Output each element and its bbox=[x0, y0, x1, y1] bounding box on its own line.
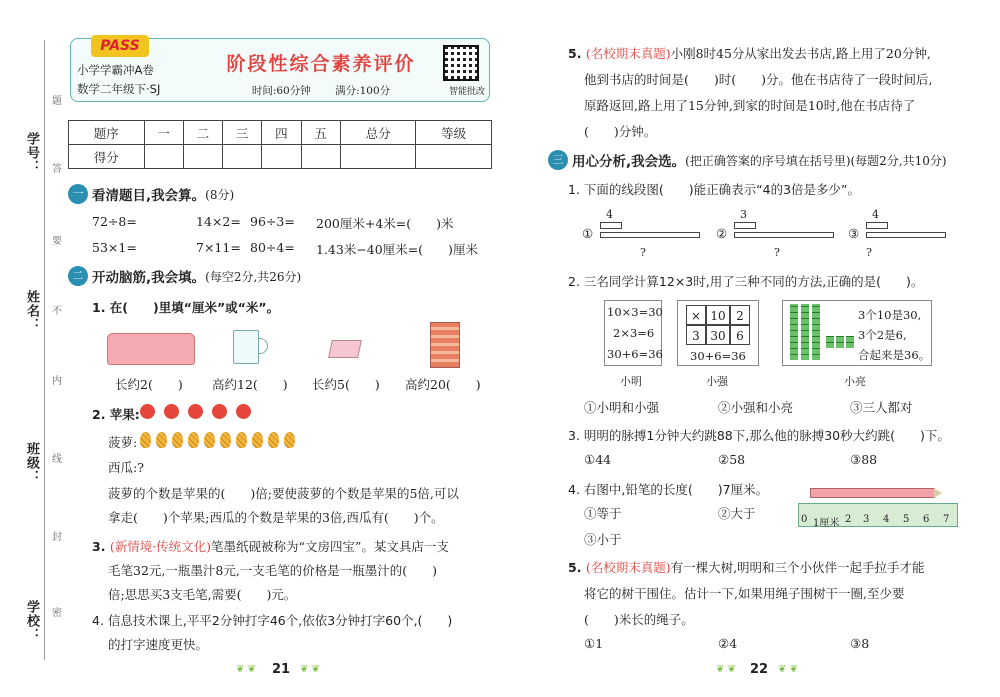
answer-blank[interactable]: 长约2( ) bbox=[115, 377, 183, 392]
calc-line: 30+6=36 bbox=[690, 349, 746, 363]
section-note: (每空2分,共26分) bbox=[205, 269, 302, 284]
segment-label: 4 bbox=[872, 208, 879, 221]
option-label[interactable]: ③ bbox=[848, 226, 860, 241]
unit-cubes-icon bbox=[836, 336, 844, 348]
question-text: 的打字速度更快。 bbox=[108, 637, 209, 652]
section-title: 用心分析,我会选。 bbox=[572, 154, 686, 170]
grid-cell: 10 bbox=[706, 305, 730, 325]
option-label[interactable]: ① bbox=[582, 226, 594, 241]
table-cell: 得分 bbox=[69, 145, 145, 169]
pineapple-label: 菠萝: bbox=[108, 435, 138, 450]
question-mark: ? bbox=[640, 246, 646, 259]
question-text: 2. 苹果: bbox=[92, 407, 140, 422]
subject-name: 数学二年级下·SJ bbox=[77, 82, 161, 96]
paper-title: 阶段性综合素养评价 bbox=[226, 53, 416, 75]
ten-stick-icon bbox=[790, 304, 798, 360]
calc-item: 96÷3= bbox=[250, 214, 295, 229]
pineapple-icon bbox=[140, 432, 151, 448]
seal-char: 题 bbox=[52, 96, 62, 107]
ruler-number: 2 bbox=[845, 514, 852, 525]
question-text: 1. 在( )里填“厘米”或“米”。 bbox=[92, 300, 280, 315]
option-label[interactable]: ② bbox=[716, 226, 728, 241]
question-mark: ? bbox=[866, 246, 872, 259]
seal-char: 线 bbox=[52, 454, 62, 465]
question-text: 4. 信息技术课上,平平2分钟打字46个,依依3分钟打字60个,( ) bbox=[92, 613, 453, 628]
page-number: 22 bbox=[750, 662, 769, 677]
option[interactable]: ②小强和小亮 bbox=[718, 400, 794, 415]
question-5: 5. (名校期末真题)小刚8时45分从家出发去书店,路上用了20分钟, bbox=[568, 46, 931, 61]
calc-item: 1.43米−40厘米=( )厘米 bbox=[316, 242, 478, 257]
section-title: 看清题目,我会算。 bbox=[92, 188, 206, 204]
question-text: 1. 下面的线段图( )能正确表示“4的3倍是多少”。 bbox=[568, 182, 861, 197]
apple-icon bbox=[236, 404, 251, 419]
ten-stick-icon bbox=[801, 304, 809, 360]
student-name: 小亮 bbox=[844, 375, 866, 388]
student-id-label: 学号： bbox=[24, 132, 39, 174]
seal-char: 答 bbox=[52, 164, 62, 175]
answer-blank[interactable]: 长约5( ) bbox=[312, 377, 380, 392]
option[interactable]: ②大于 bbox=[718, 506, 756, 521]
ruler-number: 1厘米 bbox=[813, 518, 840, 529]
segment-label: 3 bbox=[740, 208, 747, 221]
section-number: 三 bbox=[548, 150, 568, 170]
building-image bbox=[430, 322, 460, 368]
section-note: (8分) bbox=[205, 187, 235, 202]
pineapple-icon bbox=[172, 432, 183, 448]
table-cell: 四 bbox=[262, 121, 301, 145]
calc-item: 14×2= bbox=[196, 214, 241, 229]
calc-item: 200厘米+4米=( )米 bbox=[316, 216, 454, 231]
answer-blank[interactable]: 高约12( ) bbox=[212, 377, 288, 392]
option[interactable]: ③8 bbox=[850, 636, 870, 651]
leaf-icon: ❦ ❦ bbox=[236, 664, 256, 675]
leaf-icon: ❦ ❦ bbox=[300, 664, 320, 675]
question-text: 他到书店的时间是( )时( )分。他在书店待了一段时间后, bbox=[584, 72, 933, 87]
watermelon-label: 西瓜:? bbox=[108, 460, 144, 475]
score-table bbox=[68, 120, 492, 169]
pineapple-icon bbox=[188, 432, 199, 448]
time-limit: 时间:60分钟 bbox=[251, 85, 311, 97]
qr-code-icon bbox=[443, 45, 479, 81]
score-input-cell[interactable] bbox=[340, 145, 416, 169]
ruler-image bbox=[798, 503, 958, 527]
segment-bar bbox=[866, 232, 946, 238]
leaf-icon: ❦ ❦ bbox=[716, 664, 736, 675]
school-label: 学校： bbox=[24, 600, 39, 642]
cup-handle bbox=[258, 338, 268, 354]
segment-box bbox=[866, 222, 888, 229]
page-number: 21 bbox=[272, 662, 291, 677]
apple-icon bbox=[212, 404, 227, 419]
class-label: 班级： bbox=[24, 442, 39, 484]
sofa-image bbox=[107, 333, 195, 365]
question-3: 3. (新情境·传统文化)笔墨纸砚被称为“文房四宝”。某文具店一支 bbox=[92, 539, 449, 554]
eraser-image bbox=[328, 340, 362, 358]
pineapple-icon bbox=[268, 432, 279, 448]
option[interactable]: ③小于 bbox=[584, 532, 622, 547]
question-text: 菠萝的个数是苹果的( )倍;要使菠萝的个数是苹果的5倍,可以 bbox=[108, 486, 459, 501]
question-text: 3. 明明的脉搏1分钟大约跳88下,那么他的脉搏30秒大约跳( )下。 bbox=[568, 428, 950, 443]
option[interactable]: ②4 bbox=[718, 636, 738, 651]
section-3-header bbox=[548, 150, 947, 170]
leaf-icon: ❦ ❦ bbox=[778, 664, 798, 675]
pineapple-icon bbox=[156, 432, 167, 448]
score-input-cell[interactable] bbox=[416, 145, 492, 169]
calc-item: 53×1= bbox=[92, 240, 137, 255]
series-name: 小学学霸冲A卷 bbox=[77, 63, 154, 77]
seal-char: 要 bbox=[52, 236, 62, 247]
ten-stick-icon bbox=[812, 304, 820, 360]
pineapple-icon bbox=[284, 432, 295, 448]
question-tag: (名校期末真题) bbox=[585, 560, 671, 575]
apple-icon bbox=[140, 404, 155, 419]
question-text: 原路返回,路上用了15分钟,到家的时间是10时,他在书店待了 bbox=[584, 98, 916, 113]
section-title: 开动脑筋,我会填。 bbox=[92, 270, 206, 286]
question-tag: (新情境·传统文化) bbox=[109, 539, 212, 554]
apple-icon bbox=[188, 404, 203, 419]
question-text: ( )米长的绳子。 bbox=[584, 612, 694, 627]
question-text: 有一棵大树,明明和三个小伙伴一起手拉手才能 bbox=[670, 560, 925, 575]
apple-icon bbox=[164, 404, 179, 419]
pineapple-icon bbox=[252, 432, 263, 448]
calc-line: 30+6=36 bbox=[607, 347, 663, 361]
grid-cell: 2 bbox=[730, 305, 750, 325]
qr-label: 智能批改 bbox=[448, 87, 485, 97]
full-score: 满分:100分 bbox=[335, 85, 391, 97]
calc-line: 2×3=6 bbox=[613, 326, 655, 340]
question-text: 拿走( )个苹果;西瓜的个数是苹果的3倍,西瓜有( )个。 bbox=[108, 510, 444, 525]
student-name: 小明 bbox=[620, 375, 642, 388]
question-text: 将它的树干围住。估计一下,如果用绳子围树干一圈,至少要 bbox=[584, 586, 905, 601]
ruler-number: 3 bbox=[863, 514, 870, 525]
seal-char: 封 bbox=[52, 532, 62, 543]
ruler-number: 6 bbox=[923, 514, 930, 525]
table-cell: 等级 bbox=[416, 121, 492, 145]
calc-line: 3个2是6, bbox=[858, 328, 907, 342]
grid-cell: 6 bbox=[730, 325, 750, 345]
section-number: 一 bbox=[68, 184, 88, 204]
paper-header bbox=[70, 38, 490, 102]
segment-bar bbox=[600, 232, 700, 238]
option[interactable]: ②58 bbox=[718, 452, 746, 467]
unit-cubes-icon bbox=[826, 336, 834, 348]
calc-item: 80÷4= bbox=[250, 240, 295, 255]
question-text: 倍;思思买3支毛笔,需要( )元。 bbox=[108, 587, 297, 602]
question-text: 笔墨纸砚被称为“文房四宝”。某文具店一支 bbox=[211, 539, 449, 554]
question-text: 毛笔32元,一瓶墨汁8元,一支毛笔的价格是一瓶墨汁的( ) bbox=[108, 563, 438, 578]
option[interactable]: ③三人都对 bbox=[850, 400, 913, 415]
question-text: ( )分钟。 bbox=[584, 124, 657, 139]
pineapple-icon bbox=[220, 432, 231, 448]
question-text: 4. 右图中,铅笔的长度( )7厘米。 bbox=[568, 482, 769, 497]
calc-line: 10×3=30 bbox=[607, 305, 663, 319]
option[interactable]: ①等于 bbox=[584, 506, 622, 521]
ruler-number: 0 bbox=[801, 514, 808, 525]
calc-line: 合起来是36。 bbox=[858, 348, 931, 362]
seal-char: 内 bbox=[52, 376, 62, 387]
question-text: 小刚8时45分从家出发去书店,路上用了20分钟, bbox=[670, 46, 931, 61]
option[interactable]: ③88 bbox=[850, 452, 878, 467]
score-input-cell[interactable] bbox=[183, 145, 222, 169]
grid-cell: × bbox=[686, 305, 706, 325]
option[interactable]: ①1 bbox=[584, 636, 604, 651]
student-name: 小强 bbox=[706, 375, 728, 388]
table-cell: 总分 bbox=[340, 121, 416, 145]
calc-line: 3个10是30, bbox=[858, 308, 922, 322]
unit-cubes-icon bbox=[846, 336, 854, 348]
ruler-number: 7 bbox=[943, 514, 950, 525]
ruler-number: 5 bbox=[903, 514, 910, 525]
question-tag: (名校期末真题) bbox=[585, 46, 671, 61]
table-cell: 二 bbox=[183, 121, 222, 145]
score-input-cell[interactable] bbox=[301, 145, 340, 169]
ruler-number: 4 bbox=[883, 514, 890, 525]
table-cell: 三 bbox=[223, 121, 262, 145]
table-cell: 一 bbox=[144, 121, 183, 145]
seal-char: 不 bbox=[52, 306, 62, 317]
segment-box bbox=[734, 222, 756, 229]
seal-char: 密 bbox=[52, 608, 62, 619]
calc-item: 7×11= bbox=[196, 240, 241, 255]
grid-cell: 30 bbox=[706, 325, 730, 345]
cup-image bbox=[233, 330, 259, 364]
segment-label: 4 bbox=[606, 208, 613, 221]
section-1-header bbox=[68, 184, 234, 204]
grid-cell: 3 bbox=[686, 325, 706, 345]
segment-box bbox=[600, 222, 622, 229]
pencil-tip bbox=[934, 488, 942, 498]
option[interactable]: ①44 bbox=[584, 452, 612, 467]
segment-bar bbox=[734, 232, 834, 238]
pineapple-icon bbox=[204, 432, 215, 448]
pencil-image bbox=[810, 488, 935, 498]
answer-blank[interactable]: 高约20( ) bbox=[405, 377, 481, 392]
pass-logo: PASS bbox=[91, 35, 149, 57]
question-text: 2. 三名同学计算12×3时,用了三种不同的方法,正确的是( )。 bbox=[568, 274, 924, 289]
time-score bbox=[221, 83, 421, 98]
option[interactable]: ①小明和小强 bbox=[584, 400, 660, 415]
score-input-cell[interactable] bbox=[262, 145, 301, 169]
section-note: (把正确答案的序号填在括号里)(每题2分,共10分) bbox=[685, 153, 947, 168]
question-5b: 5. (名校期末真题)有一棵大树,明明和三个小伙伴一起手拉手才能 bbox=[568, 560, 925, 575]
score-input-cell[interactable] bbox=[223, 145, 262, 169]
score-input-cell[interactable] bbox=[144, 145, 183, 169]
calc-item: 72÷8= bbox=[92, 214, 137, 229]
table-cell: 题序 bbox=[69, 121, 145, 145]
table-cell: 五 bbox=[301, 121, 340, 145]
section-number: 二 bbox=[68, 266, 88, 286]
name-label: 姓名： bbox=[24, 290, 39, 332]
section-2-header bbox=[68, 266, 301, 286]
question-mark: ? bbox=[774, 246, 780, 259]
pineapple-icon bbox=[236, 432, 247, 448]
